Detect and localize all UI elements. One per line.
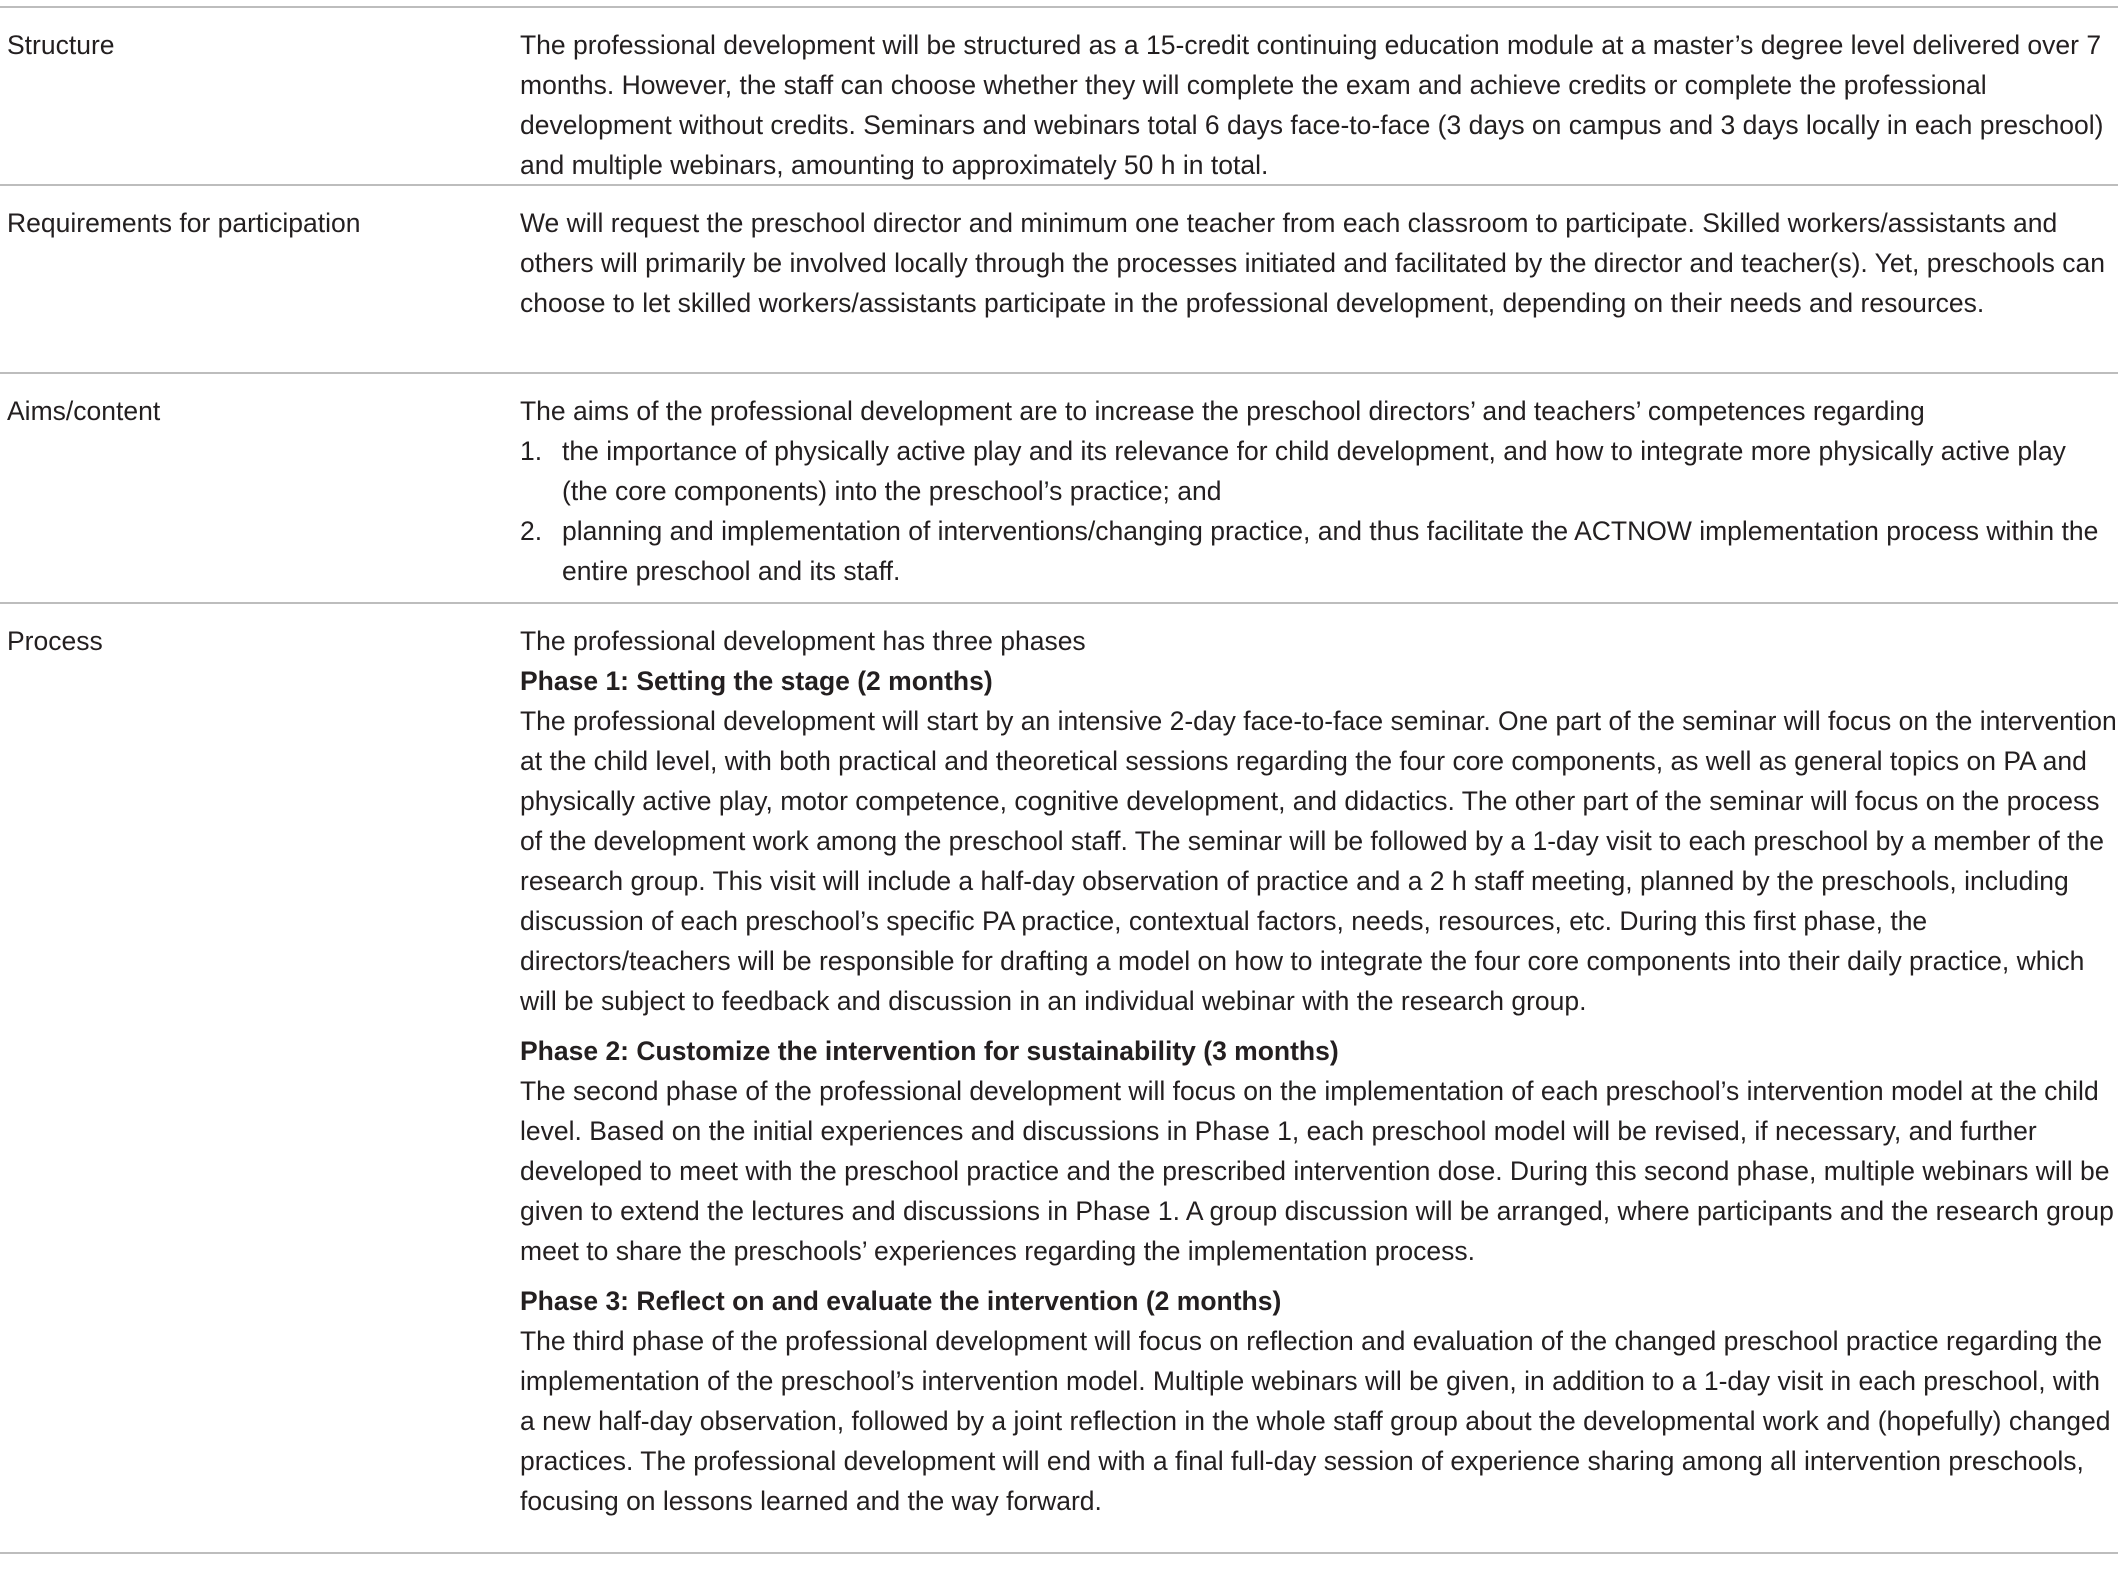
row-content-requirements — [520, 203, 2118, 372]
aims-list — [520, 431, 2118, 591]
row-label-aims: Aims/content — [7, 396, 161, 426]
phase-3-text: The third phase of the professional development will focus on reflection and evaluation of the changed preschool practice regarding the implementation of the preschool’s intervention model. Multiple webinars will be given, in addition to a 1-day visit in each preschool, with a new half-day observation, followed by a joint reflection in the whole staff group about the developmental work and (hopefully) changed practices. The professional development will end with a final full-day session of experience sharing among all intervention preschools, focusing on lessons learned and the way forward. — [520, 1326, 2111, 1516]
process-intro: The professional development has three phases — [520, 626, 1086, 656]
list-item-number: 1. — [520, 436, 543, 466]
table-row-process — [0, 604, 2118, 1554]
list-item — [520, 511, 2118, 591]
aims-intro: The aims of the professional development are to increase the preschool directors’ and teachers’ competences regarding — [520, 396, 1925, 426]
phase-2-title: Phase 2: Customize the intervention for sustainability (3 months) — [520, 1036, 1339, 1066]
structure-text: The professional development will be structured as a 15-credit continuing education module at a master’s degree level delivered over 7 months. However, the staff can choose whether they will complete the exam and achieve credits or complete the professional development without credits. Seminars and webinars total 6 days face-to-face (3 days on campus and 3 days locally in each preschool) and multiple webinars, amounting to approximately 50 h in total. — [520, 30, 2104, 180]
table-row-aims — [0, 374, 2118, 604]
row-content-process — [520, 621, 2118, 1552]
phase-1-title: Phase 1: Setting the stage (2 months) — [520, 666, 993, 696]
phase-1-text: The professional development will start by an intensive 2-day face-to-face seminar. One part of the seminar will focus on the intervention at the child level, with both practical and theoretical sessions regarding the four core components, as well as general topics on PA and physically active play, motor competence, cognitive development, and didactics. The other part of the seminar will focus on the process of the development work among the preschool staff. The seminar will be followed by a 1-day visit to each preschool by a member of the research group. This visit will include a half-day observation of practice and a 2 h staff meeting, planned by the preschools, including discussion of each preschool’s specific PA practice, contextual factors, needs, resources, etc. During this first phase, the directors/teachers will be responsible for drafting a model on how to integrate the four core components into their daily practice, which will be subject to feedback and discussion in an individual webinar with the research group. — [520, 706, 2117, 1016]
row-content-aims — [520, 391, 2118, 602]
list-item-number: 2. — [520, 516, 543, 546]
row-label-structure: Structure — [7, 30, 115, 60]
row-label-process: Process — [7, 626, 103, 656]
row-content-structure — [520, 25, 2118, 184]
table-row-requirements — [0, 186, 2118, 374]
phase-2-text: The second phase of the professional development will focus on the implementation of each preschool’s intervention model at the child level. Based on the initial experiences and discussions in Phase 1, each preschool model will be revised, if necessary, and further developed to meet with the preschool practice and the prescribed intervention dose. During this second phase, multiple webinars will be given to extend the lectures and discussions in Phase 1. A group discussion will be arranged, where participants and the research group meet to share the preschools’ experiences regarding the implementation process. — [520, 1076, 2114, 1266]
phase-3-title: Phase 3: Reflect on and evaluate the intervention (2 months) — [520, 1286, 1282, 1316]
list-item-text: the importance of physically active play and its relevance for child development, and how to integrate more physically active play (the core components) into the preschool’s practice; and — [562, 436, 2066, 506]
list-item — [520, 431, 2118, 511]
professional-development-table — [0, 6, 2118, 1554]
requirements-text: We will request the preschool director and minimum one teacher from each classroom to participate. Skilled workers/assistants and others will primarily be involved locally through the processes initiated and facilitated by the director and teacher(s). Yet, preschools can choose to let skilled workers/assistants participate in the professional development, depending on their needs and resources. — [520, 208, 2105, 318]
table-row-structure — [0, 8, 2118, 186]
row-label-requirements: Requirements for participation — [7, 208, 361, 238]
list-item-text: planning and implementation of interventions/changing practice, and thus facilitate the ACTNOW implementation process within the entire preschool and its staff. — [562, 516, 2099, 586]
